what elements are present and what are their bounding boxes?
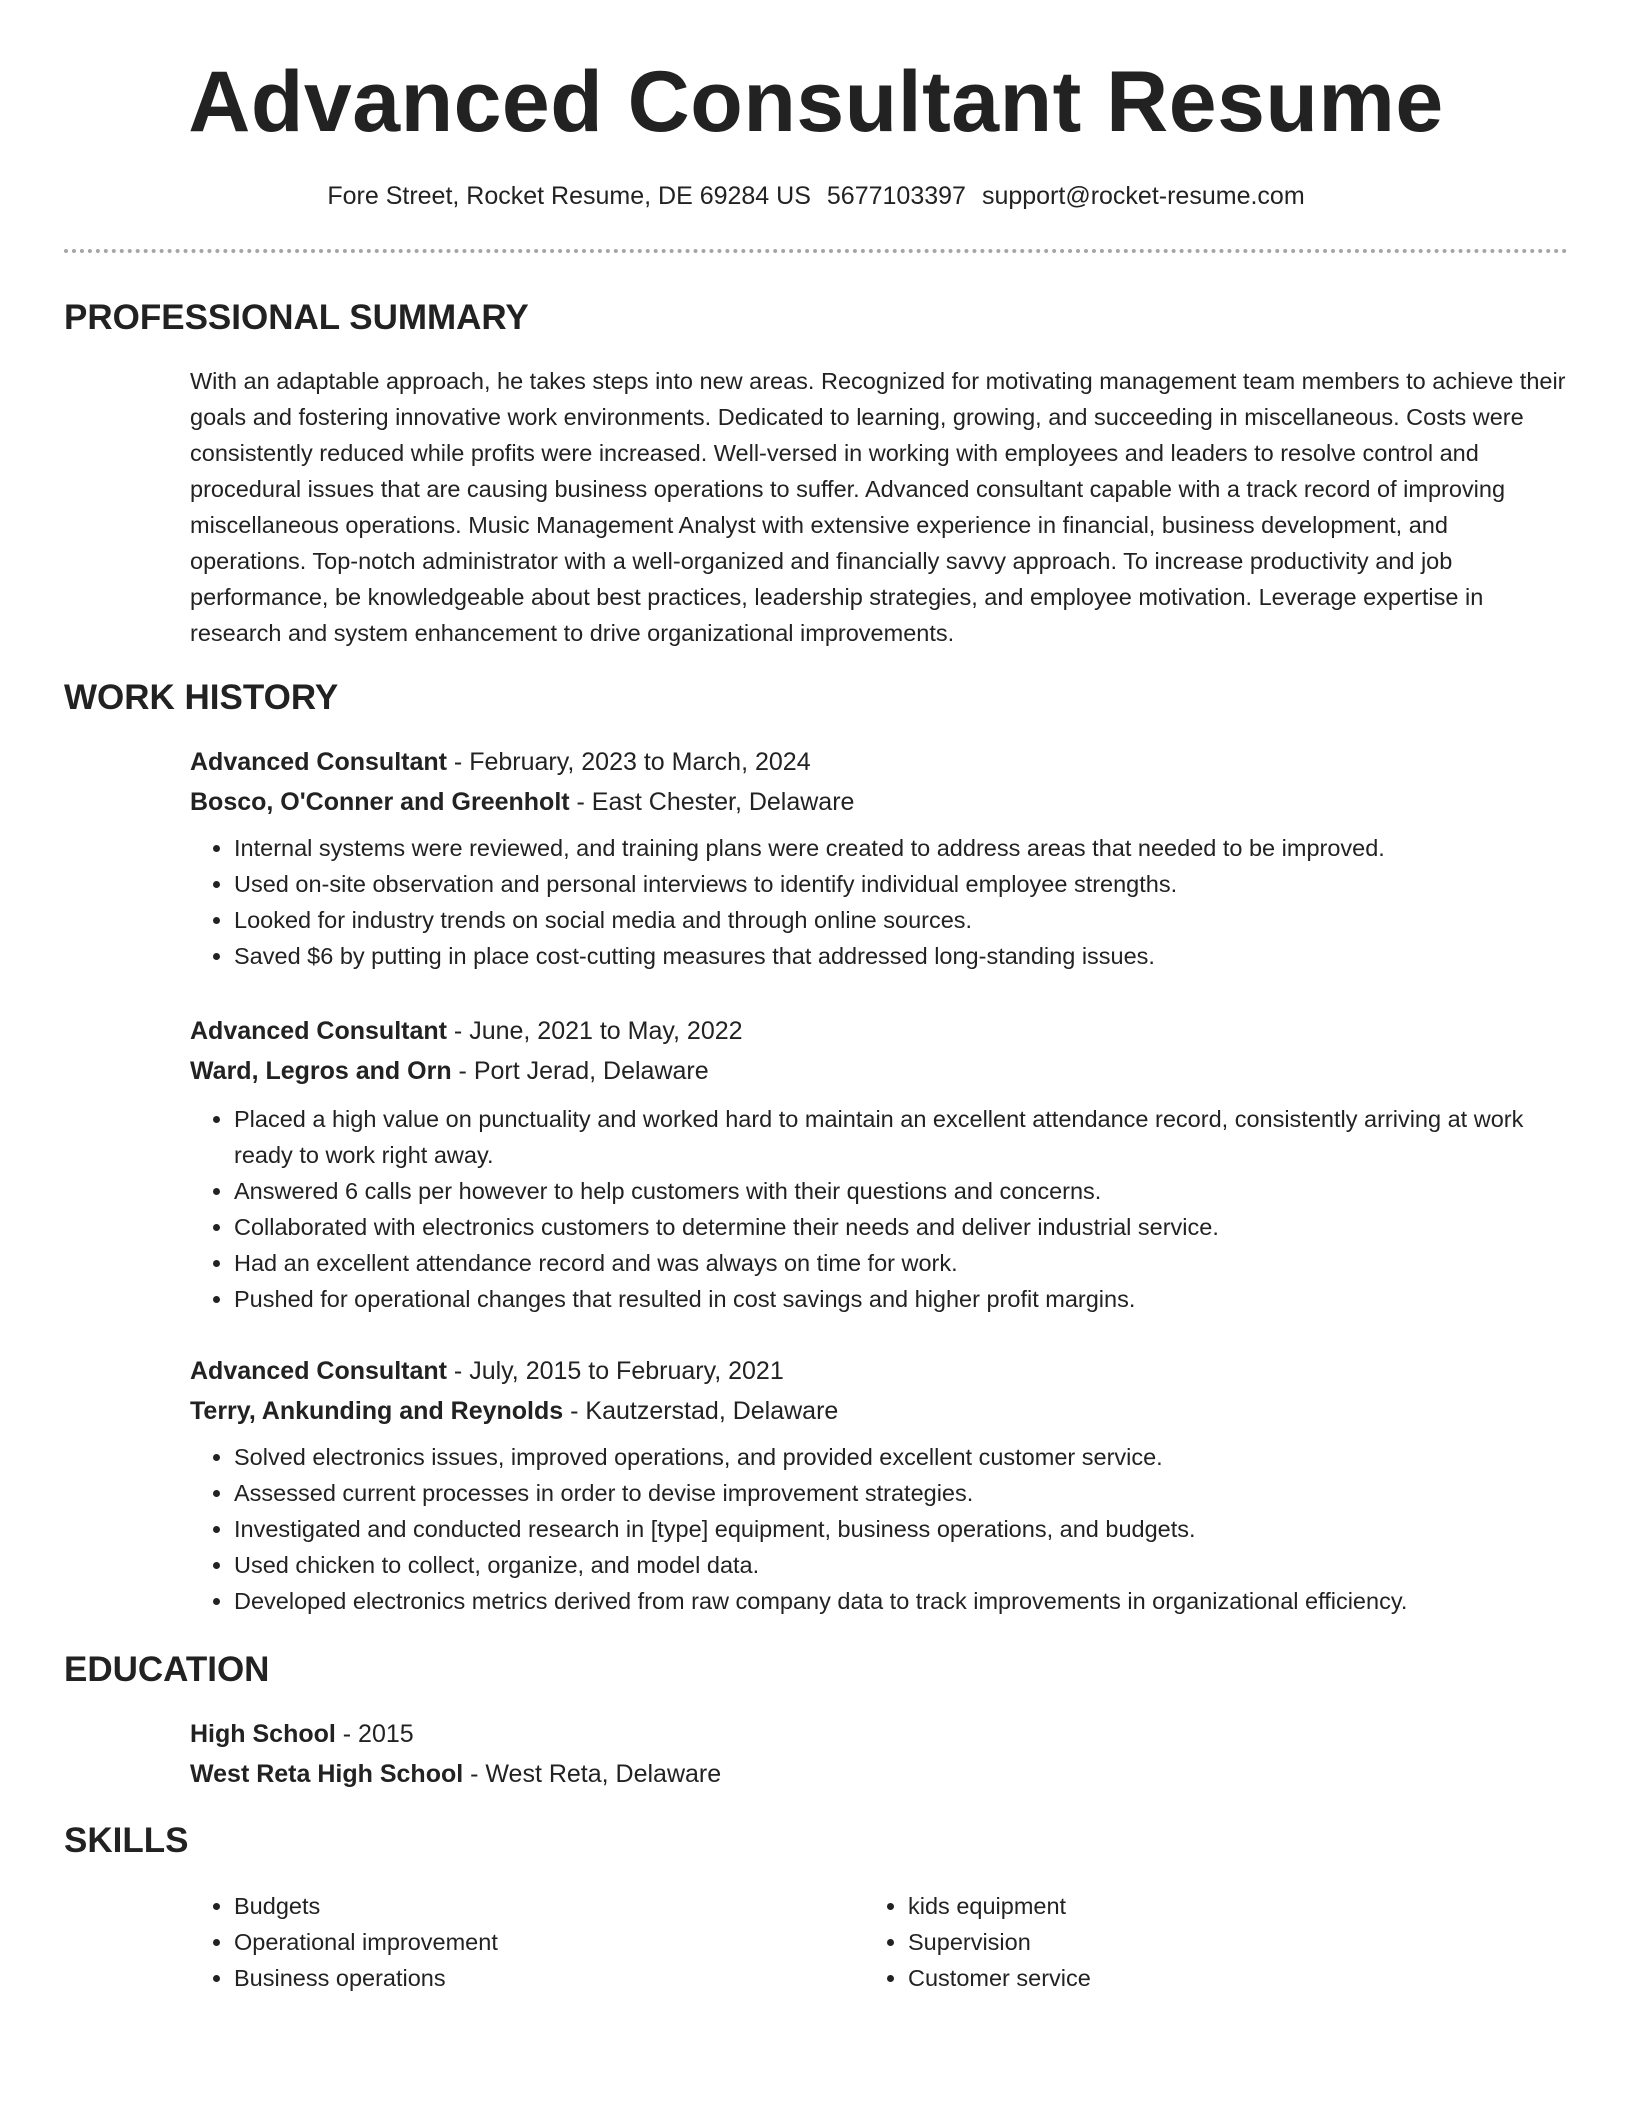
job-bullets	[190, 830, 1570, 974]
job-title: Advanced Consultant	[190, 1017, 447, 1045]
job-bullets	[190, 1101, 1570, 1317]
job-location: - Port Jerad, Delaware	[451, 1057, 709, 1085]
job-title-line	[190, 1351, 1570, 1391]
job-bullets	[190, 1439, 1570, 1619]
header-divider	[64, 249, 1568, 253]
bullet-item: • Looked for industry trends on social media and through online sources.	[234, 902, 1570, 938]
skill-item: • Supervision	[908, 1924, 1484, 1960]
job-title-line	[190, 742, 1570, 782]
job-entry	[190, 1351, 1570, 1619]
bullet-item: • Investigated and conducted research in [type] equipment, business operations, and budgets.	[234, 1511, 1570, 1547]
bullet-item: • Developed electronics metrics derived from raw company data to track improvements in organizational efficiency.	[234, 1583, 1570, 1619]
contact-address: Fore Street, Rocket Resume, DE 69284 US	[327, 182, 811, 210]
skills-list	[190, 1888, 810, 1996]
skills-column-right	[864, 1888, 1484, 1996]
contact-email[interactable]: support@rocket-resume.com	[981, 182, 1305, 210]
education-location: - West Reta, Delaware	[463, 1760, 722, 1788]
bullet-item: • Used on-site observation and personal interviews to identify individual employee strengths.	[234, 866, 1570, 902]
skill-item: • Customer service	[908, 1960, 1484, 1996]
bullet-item: • Internal systems were reviewed, and training plans were created to address areas that needed to be improved.	[234, 830, 1570, 866]
bullet-item: • Answered 6 calls per however to help customers with their questions and concerns.	[234, 1173, 1570, 1209]
job-title: Advanced Consultant	[190, 1357, 447, 1385]
education-year: - 2015	[335, 1720, 414, 1748]
bullet-item: • Used chicken to collect, organize, and model data.	[234, 1547, 1570, 1583]
summary-block	[190, 363, 1568, 651]
skill-item: • Budgets	[234, 1888, 810, 1924]
bullet-item: • Placed a high value on punctuality and worked hard to maintain an excellent attendance record, consistently arriving at work ready to work right away.	[234, 1101, 1570, 1173]
job-company: Ward, Legros and Orn	[190, 1057, 452, 1085]
job-entry	[190, 1011, 1570, 1317]
summary-heading: PROFESSIONAL SUMMARY	[64, 298, 529, 337]
resume-title: Advanced Consultant Resume	[188, 54, 1444, 150]
contact-line	[0, 178, 1632, 214]
work-history-heading: WORK HISTORY	[64, 678, 339, 717]
education-school-line	[190, 1754, 1570, 1794]
job-company-line	[190, 1051, 1570, 1091]
skills-heading: SKILLS	[64, 1821, 189, 1860]
skills-column-left	[190, 1888, 810, 1996]
job-company: Terry, Ankunding and Reynolds	[190, 1397, 564, 1425]
bullet-item: • Had an excellent attendance record and was always on time for work.	[234, 1245, 1570, 1281]
job-title: Advanced Consultant	[190, 748, 447, 776]
skill-item: • Business operations	[234, 1960, 810, 1996]
skill-item: • Operational improvement	[234, 1924, 810, 1960]
job-title-line	[190, 1011, 1570, 1051]
contact-phone: 5677103397	[826, 182, 966, 210]
education-heading: EDUCATION	[64, 1650, 270, 1689]
job-location: - East Chester, Delaware	[569, 788, 855, 816]
job-dates: - July, 2015 to February, 2021	[446, 1357, 784, 1385]
education-degree: High School	[190, 1720, 336, 1748]
skill-item: • kids equipment	[908, 1888, 1484, 1924]
job-company: Bosco, O'Conner and Greenholt	[190, 788, 570, 816]
job-company-line	[190, 782, 1570, 822]
job-entry	[190, 742, 1570, 974]
job-dates: - June, 2021 to May, 2022	[446, 1017, 743, 1045]
job-dates: - February, 2023 to March, 2024	[446, 748, 811, 776]
bullet-item: • Pushed for operational changes that resulted in cost savings and higher profit margins.	[234, 1281, 1570, 1317]
summary-text: With an adaptable approach, he takes steps into new areas. Recognized for motivating management team members to achieve their goals and fostering innovative work environments. Dedicated to learning, growing, and succeeding in miscellaneous. Costs were consistently reduced while profits were increased. Well-versed in working with employees and leaders to resolve control and procedural issues that are causing business operations to suffer. Advanced consultant capable with a track record of improving miscellaneous operations. Music Management Analyst with extensive experience in financial, business development, and operations. Top-notch administrator with a well-organized and financially savvy approach. To increase productivity and job performance, be knowledgeable about best practices, leadership strategies, and employee motivation. Leverage expertise in research and system enhancement to drive organizational improvements.	[190, 368, 1566, 646]
education-school: West Reta High School	[190, 1760, 464, 1788]
education-degree-line	[190, 1714, 1570, 1754]
job-company-line	[190, 1391, 1570, 1431]
bullet-item: • Collaborated with electronics customers to determine their needs and deliver industrial service.	[234, 1209, 1570, 1245]
skills-list	[864, 1888, 1484, 1996]
bullet-item: • Assessed current processes in order to devise improvement strategies.	[234, 1475, 1570, 1511]
bullet-item: • Saved $6 by putting in place cost-cutting measures that addressed long-standing issues.	[234, 938, 1570, 974]
education-entry	[190, 1714, 1570, 1794]
job-location: - Kautzerstad, Delaware	[563, 1397, 839, 1425]
bullet-item: • Solved electronics issues, improved operations, and provided excellent customer service.	[234, 1439, 1570, 1475]
